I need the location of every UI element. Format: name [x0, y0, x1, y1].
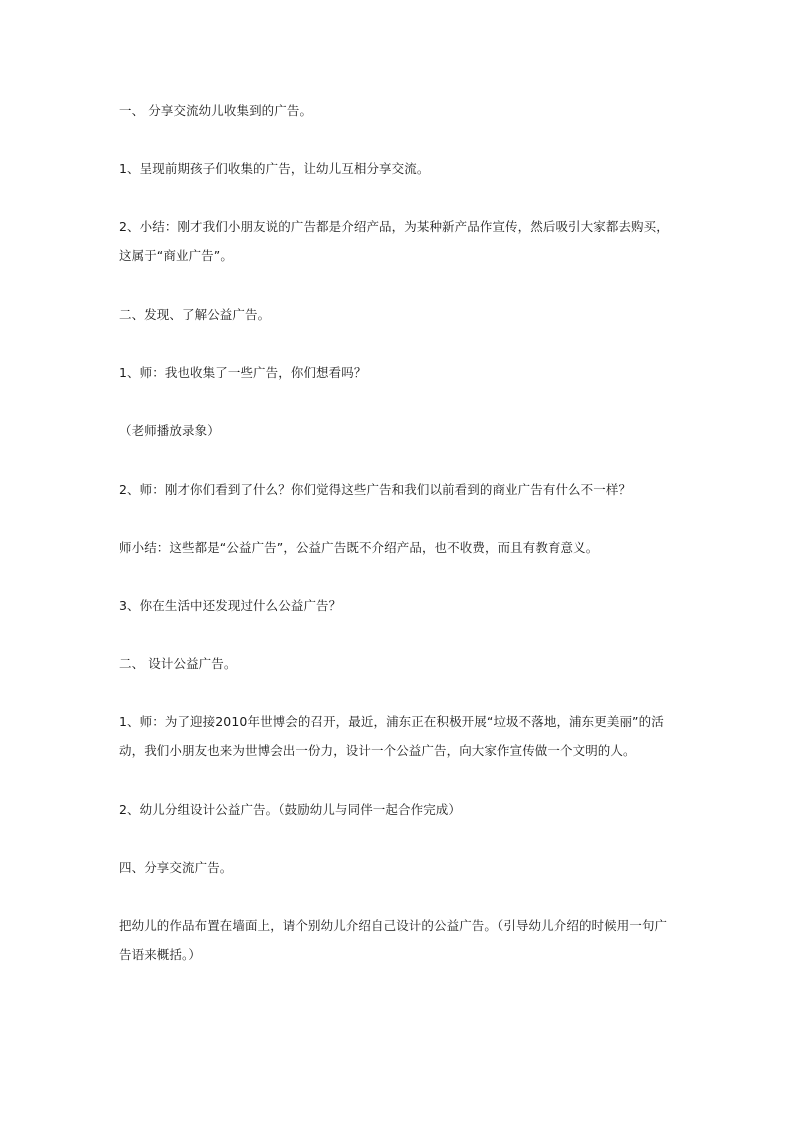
paragraph: 2、师：刚才你们看到了什么？你们觉得这些广告和我们以前看到的商业广告有什么不一样？	[119, 482, 632, 497]
paragraph: 3、你在生活中还发现过什么公益广告？	[119, 598, 342, 613]
paragraph: 1、呈现前期孩子们收集的广告，让幼儿互相分享交流。	[119, 161, 430, 176]
paragraph: 把幼儿的作品布置在墙面上，请个别幼儿介绍自己设计的公益广告。（引导幼儿介绍的时候用一句广告语来概括。）	[119, 918, 668, 962]
section-heading-2: 二、发现、了解公益广告。	[119, 307, 271, 322]
paragraph: （老师播放录象）	[119, 423, 220, 438]
paragraph: 2、小结：刚才我们小朋友说的广告都是介绍产品，为某种新产品作宣传，然后吸引大家都去购买，这属于“商业广告”。	[119, 219, 669, 263]
section-heading-3: 二、 设计公益广告。	[119, 656, 237, 671]
paragraph: 师小结：这些都是“公益广告”，公益广告既不介绍产品，也不收费，而且有教育意义。	[119, 540, 599, 555]
paragraph: 1、师：我也收集了一些广告，你们想看吗？	[119, 365, 367, 380]
section-heading-1: 一、 分享交流幼儿收集到的广告。	[119, 103, 313, 118]
section-heading-4: 四、分享交流广告。	[119, 860, 233, 875]
paragraph: 2、幼儿分组设计公益广告。（鼓励幼儿与同伴一起合作完成）	[119, 802, 462, 817]
paragraph: 1、师：为了迎接2010年世博会的召开，最近，浦东正在积极开展“垃圾不落地，浦东更美丽”的活动，我们小朋友也来为世博会出一份力，设计一个公益广告，向大家作宣传做一个文明的人。	[119, 714, 664, 758]
